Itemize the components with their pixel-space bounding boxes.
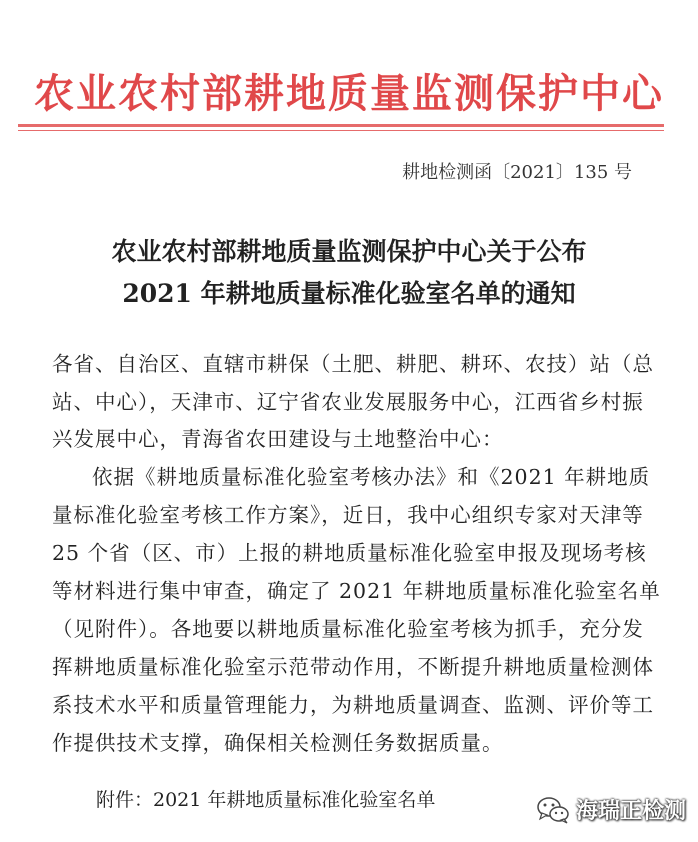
body-line: （见附件）。各地要以耕地质量标准化验室考核为抓手，充分发	[52, 617, 644, 641]
header-rule-thick	[18, 124, 664, 127]
body-line: 作提供技术支撑，确保相关检测任务数据质量。	[52, 731, 504, 755]
body-line: 站、中心），天津市、辽宁省农业发展服务中心，江西省乡村振	[52, 390, 644, 414]
header-organization: 农业农村部耕地质量监测保护中心	[34, 71, 664, 117]
body-line: 量标准化验室考核工作方案》，近日，我中心组织专家对天津等	[52, 503, 644, 527]
body-line: 兴发展中心，青海省农田建设与土地整治中心：	[52, 427, 504, 451]
body-line: 等材料进行集中审查，确定了 2021 年耕地质量标准化验室名单	[52, 579, 661, 603]
body-line: 挥耕地质量标准化验室示范带动作用，不断提升耕地质量检测体	[52, 655, 654, 679]
body-line: 系技术水平和质量管理能力，为耕地质量调查、监测、评价等工	[52, 693, 654, 717]
body-line: 依据《耕地质量标准化验室考核办法》和《2021 年耕地质	[92, 465, 651, 489]
document-number: 耕地检测函〔2021〕135 号	[402, 162, 632, 183]
document-title-line-2: 2021 年耕地质量标准化验室名单的通知	[122, 279, 576, 308]
body-line: 25 个省（区、市）上报的耕地质量标准化验室申报及现场考核	[52, 541, 647, 565]
wechat-icon	[536, 795, 570, 825]
header-rule-thin	[18, 130, 664, 131]
watermark-text: 海瑞正检测	[575, 799, 686, 824]
document-title-line-1: 农业农村部耕地质量监测保护中心关于公布	[111, 237, 587, 266]
watermark	[536, 794, 686, 825]
attachment-line: 附件：2021 年耕地质量标准化验室名单	[96, 789, 436, 811]
body-line: 各省、自治区、直辖市耕保（土肥、耕肥、耕环、农技）站（总	[52, 352, 654, 376]
